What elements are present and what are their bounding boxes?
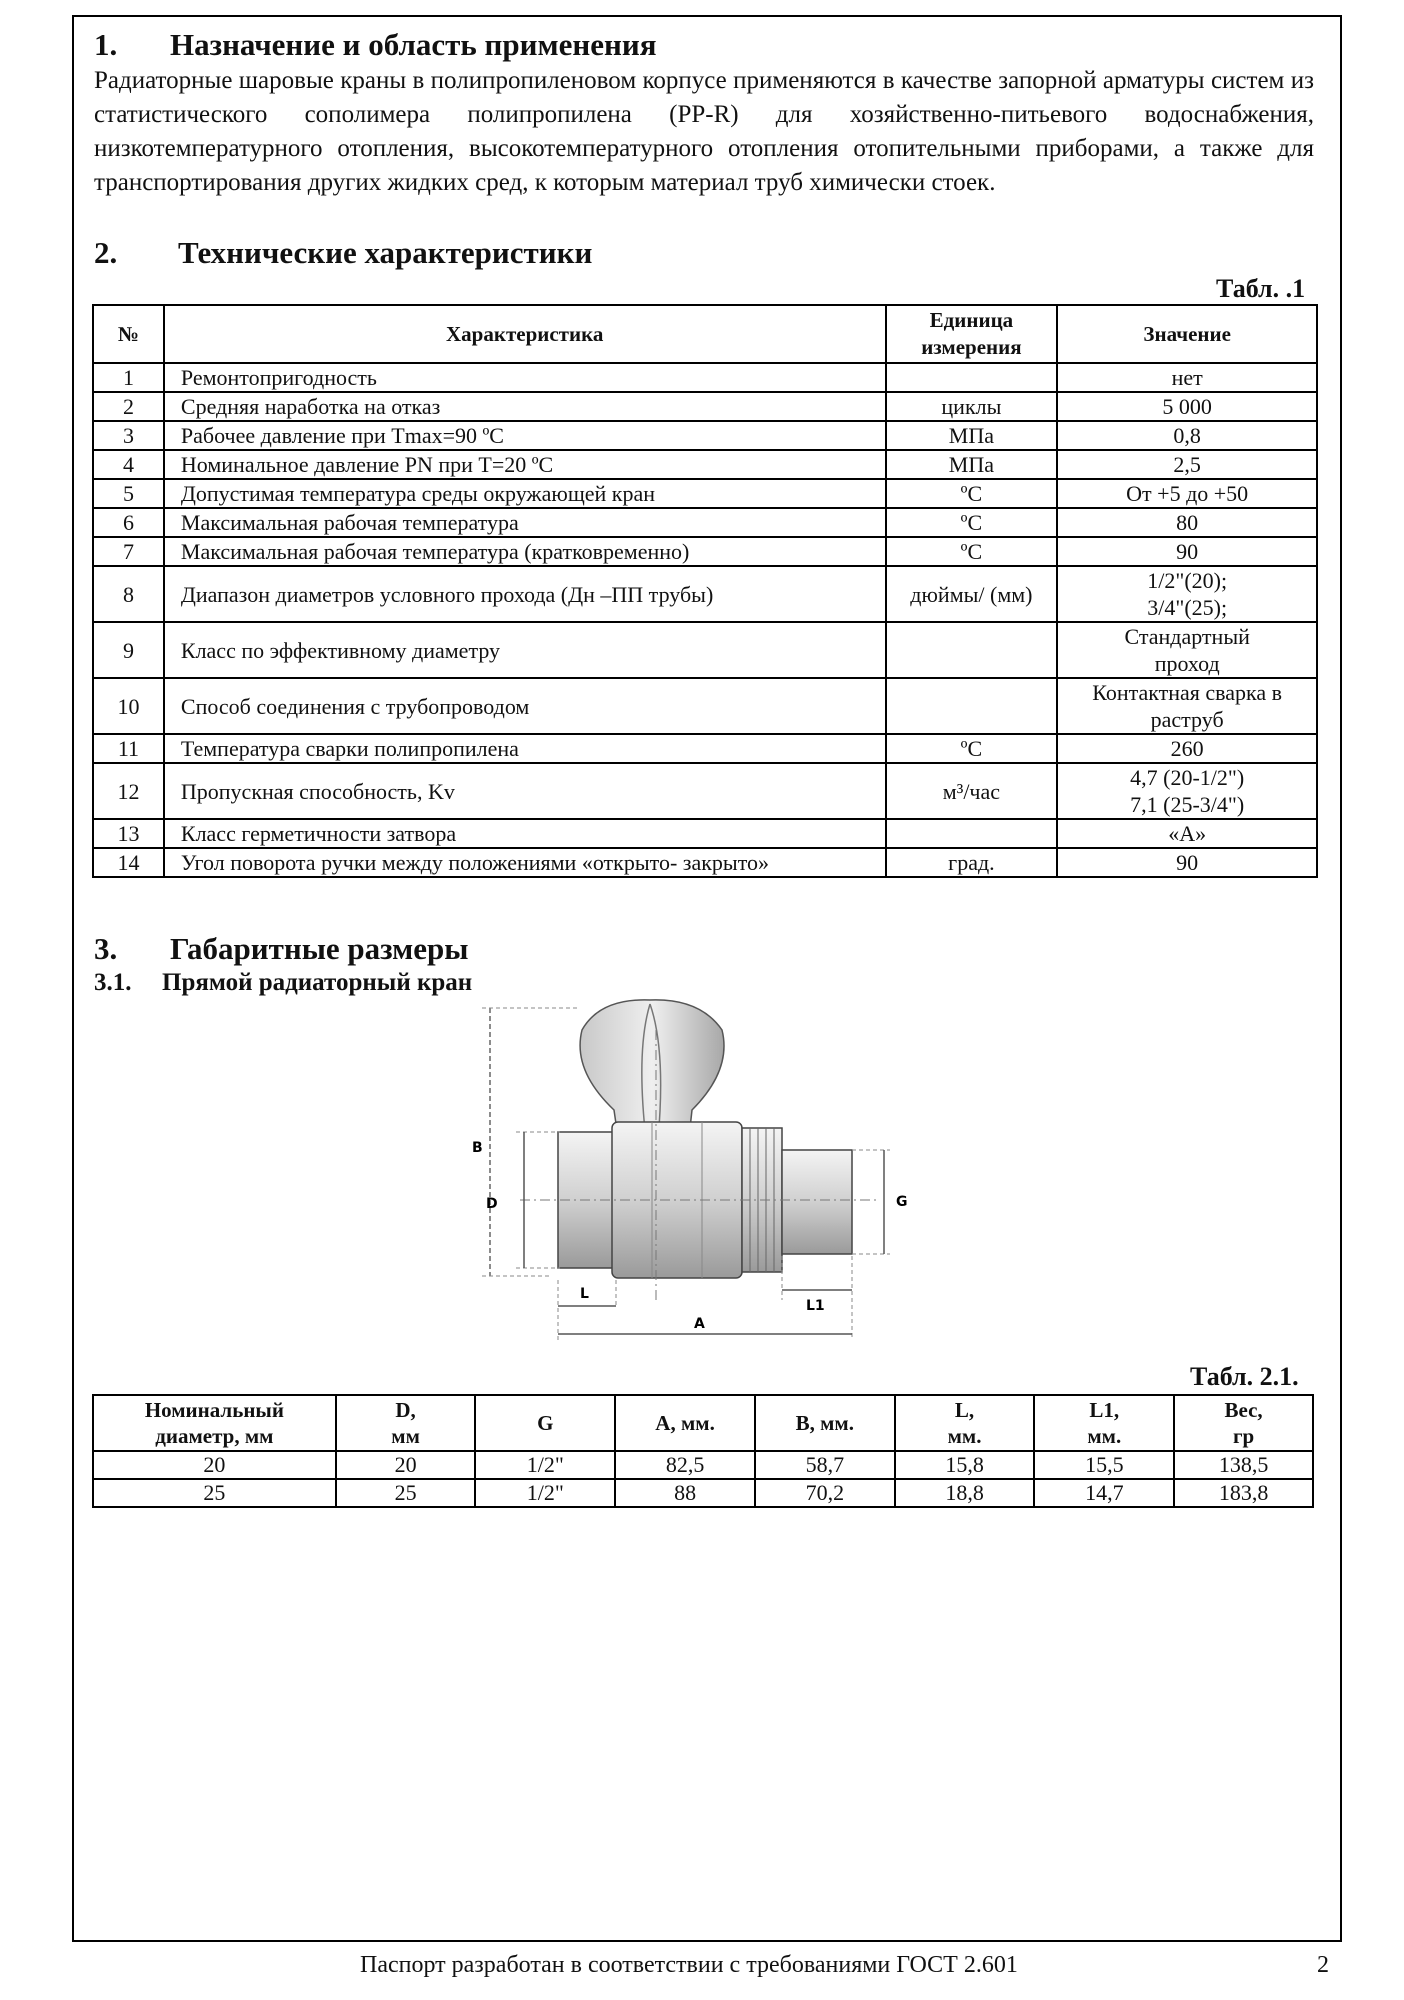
right-pipe [782, 1150, 852, 1254]
cell-unit [886, 363, 1058, 392]
dimensions-table [92, 1394, 1314, 1508]
col-header-g: G [475, 1395, 615, 1451]
cell-value: 5 000 [1057, 392, 1317, 421]
cell-unit: град. [886, 848, 1058, 877]
cell-w: 138,5 [1174, 1451, 1313, 1479]
col-header-b: B, мм. [755, 1395, 895, 1451]
cell-unit: МПа [886, 421, 1058, 450]
cell-characteristic: Максимальная рабочая температура (кратковременно) [164, 537, 886, 566]
cell-characteristic: Способ соединения с трубопроводом [164, 678, 886, 734]
section-1-title: Назначение и область применения [170, 27, 657, 62]
dimension-l1 [782, 1256, 852, 1340]
section-3-number: 3. [94, 931, 118, 966]
cell-characteristic: Средняя наработка на отказ [164, 392, 886, 421]
cell-nom: 20 [93, 1451, 336, 1479]
cell-num: 1 [93, 363, 164, 392]
cell-unit: дюймы/ (мм) [886, 566, 1058, 622]
cell-num: 6 [93, 508, 164, 537]
table-row [93, 479, 1317, 508]
cell-unit [886, 622, 1058, 678]
cell-l: 15,8 [895, 1451, 1035, 1479]
cell-value: Контактная сварка в раструб [1057, 678, 1317, 734]
col-header-l: L, мм. [895, 1395, 1035, 1451]
table-header-row [93, 305, 1317, 363]
cell-value: 90 [1057, 537, 1317, 566]
section-1-text: Радиаторные шаровые краны в полипропиленовом корпусе применяются в качестве запорной арматуры систем из статистического сополимера полипропилена (PP-R) для хозяйственно-питьевого водоснабжения, низкотемпературного отопления, высокотемпературного отопления отопительными приборами, а также для транспортирования других жидких сред, к которым материал труб химически стоек. [94, 67, 1314, 196]
table-header-row [93, 1395, 1313, 1451]
cell-a: 88 [615, 1479, 755, 1507]
cell-value: 80 [1057, 508, 1317, 537]
cell-w: 183,8 [1174, 1479, 1313, 1507]
label-g: G [896, 1194, 908, 1210]
section-3-heading [94, 932, 468, 966]
section-2-heading [94, 236, 592, 270]
section-1-heading [94, 28, 656, 62]
col-header-unit: Единица измерения [886, 305, 1058, 363]
cell-unit: ºС [886, 508, 1058, 537]
cell-unit: ºС [886, 537, 1058, 566]
table-row [93, 566, 1317, 622]
footer-text: Паспорт разработан в соответствии с требованиями ГОСТ 2.601 [360, 1952, 1018, 1978]
table-row [93, 392, 1317, 421]
cell-num: 14 [93, 848, 164, 877]
col-header-weight: Вес, гр [1174, 1395, 1313, 1451]
table-row [93, 734, 1317, 763]
col-header-value: Значение [1057, 305, 1317, 363]
col-header-nominal: Номинальный диаметр, мм [93, 1395, 336, 1451]
table-row [93, 450, 1317, 479]
table-row [93, 537, 1317, 566]
page-number: 2 [1317, 1952, 1329, 1978]
cell-value: 4,7 (20-1/2") 7,1 (25-3/4") [1057, 763, 1317, 819]
cell-num: 12 [93, 763, 164, 819]
table-2-caption: Табл. 2.1. [1190, 1362, 1299, 1391]
cell-value: От +5 до +50 [1057, 479, 1317, 508]
section-2-title: Технические характеристики [178, 235, 593, 270]
table-row [93, 508, 1317, 537]
cell-characteristic: Температура сварки полипропилена [164, 734, 886, 763]
col-header-num: № [93, 305, 164, 363]
cell-characteristic: Ремонтопригодность [164, 363, 886, 392]
cell-unit: ºС [886, 479, 1058, 508]
valve-drawing [460, 990, 980, 1360]
cell-characteristic: Угол поворота ручки между положениями «открыто- закрыто» [164, 848, 886, 877]
cell-unit: м³/час [886, 763, 1058, 819]
cell-characteristic: Класс герметичности затвора [164, 819, 886, 848]
cell-g: 1/2" [475, 1451, 615, 1479]
cell-value: 90 [1057, 848, 1317, 877]
table-row [93, 1451, 1313, 1479]
cell-characteristic: Диапазон диаметров условного прохода (Дн –ПП трубы) [164, 566, 886, 622]
cell-num: 11 [93, 734, 164, 763]
cell-characteristic: Рабочее давление при Tmax=90 ºС [164, 421, 886, 450]
section-2-number: 2. [94, 235, 118, 270]
cell-nom: 25 [93, 1479, 336, 1507]
cell-a: 82,5 [615, 1451, 755, 1479]
cell-unit: МПа [886, 450, 1058, 479]
cell-l1: 14,7 [1034, 1479, 1174, 1507]
table-row [93, 1479, 1313, 1507]
table-row [93, 763, 1317, 819]
cell-b: 70,2 [755, 1479, 895, 1507]
label-a: A [694, 1316, 705, 1332]
cell-num: 13 [93, 819, 164, 848]
cell-num: 7 [93, 537, 164, 566]
section-3-1-title: Прямой радиаторный кран [162, 969, 473, 996]
section-3-1-number: 3.1. [94, 969, 132, 996]
cell-num: 2 [93, 392, 164, 421]
cell-value: нет [1057, 363, 1317, 392]
cell-num: 8 [93, 566, 164, 622]
label-d: D [486, 1196, 498, 1212]
cell-num: 9 [93, 622, 164, 678]
dimension-g [852, 1150, 908, 1254]
table-row [93, 678, 1317, 734]
cell-num: 3 [93, 421, 164, 450]
cell-l: 18,8 [895, 1479, 1035, 1507]
col-header-a: A, мм. [615, 1395, 755, 1451]
dimension-l [558, 1280, 616, 1340]
cell-characteristic: Класс по эффективному диаметру [164, 622, 886, 678]
cell-unit: циклы [886, 392, 1058, 421]
cell-b: 58,7 [755, 1451, 895, 1479]
cell-unit: ºС [886, 734, 1058, 763]
cell-g: 1/2" [475, 1479, 615, 1507]
cell-value: «А» [1057, 819, 1317, 848]
label-l: L [580, 1286, 589, 1302]
section-3-title: Габаритные размеры [170, 931, 469, 966]
col-header-d: D, мм [336, 1395, 476, 1451]
table-row [93, 622, 1317, 678]
label-l1: L1 [806, 1298, 825, 1314]
dimension-a [558, 1316, 852, 1334]
cell-unit [886, 819, 1058, 848]
tech-characteristics-table [92, 304, 1318, 878]
table-row [93, 819, 1317, 848]
cell-d: 20 [336, 1451, 476, 1479]
cell-num: 10 [93, 678, 164, 734]
cell-value: Стандартный проход [1057, 622, 1317, 678]
col-header-characteristic: Характеристика [164, 305, 886, 363]
cell-value: 1/2"(20); 3/4"(25); [1057, 566, 1317, 622]
cell-l1: 15,5 [1034, 1451, 1174, 1479]
cell-value: 2,5 [1057, 450, 1317, 479]
table-row [93, 848, 1317, 877]
table-row [93, 421, 1317, 450]
cell-d: 25 [336, 1479, 476, 1507]
cell-value: 260 [1057, 734, 1317, 763]
cell-characteristic: Пропускная способность, Kv [164, 763, 886, 819]
col-header-l1: L1, мм. [1034, 1395, 1174, 1451]
label-b: B [472, 1140, 483, 1156]
table-1-caption: Табл. .1 [1216, 274, 1306, 303]
cell-value: 0,8 [1057, 421, 1317, 450]
cell-characteristic: Максимальная рабочая температура [164, 508, 886, 537]
cell-unit [886, 678, 1058, 734]
section-1-number: 1. [94, 27, 118, 62]
cell-num: 5 [93, 479, 164, 508]
cell-num: 4 [93, 450, 164, 479]
cell-characteristic: Допустимая температура среды окружающей кран [164, 479, 886, 508]
cell-characteristic: Номинальное давление PN при T=20 ºС [164, 450, 886, 479]
table-row [93, 363, 1317, 392]
section-3-1-heading [94, 969, 472, 997]
